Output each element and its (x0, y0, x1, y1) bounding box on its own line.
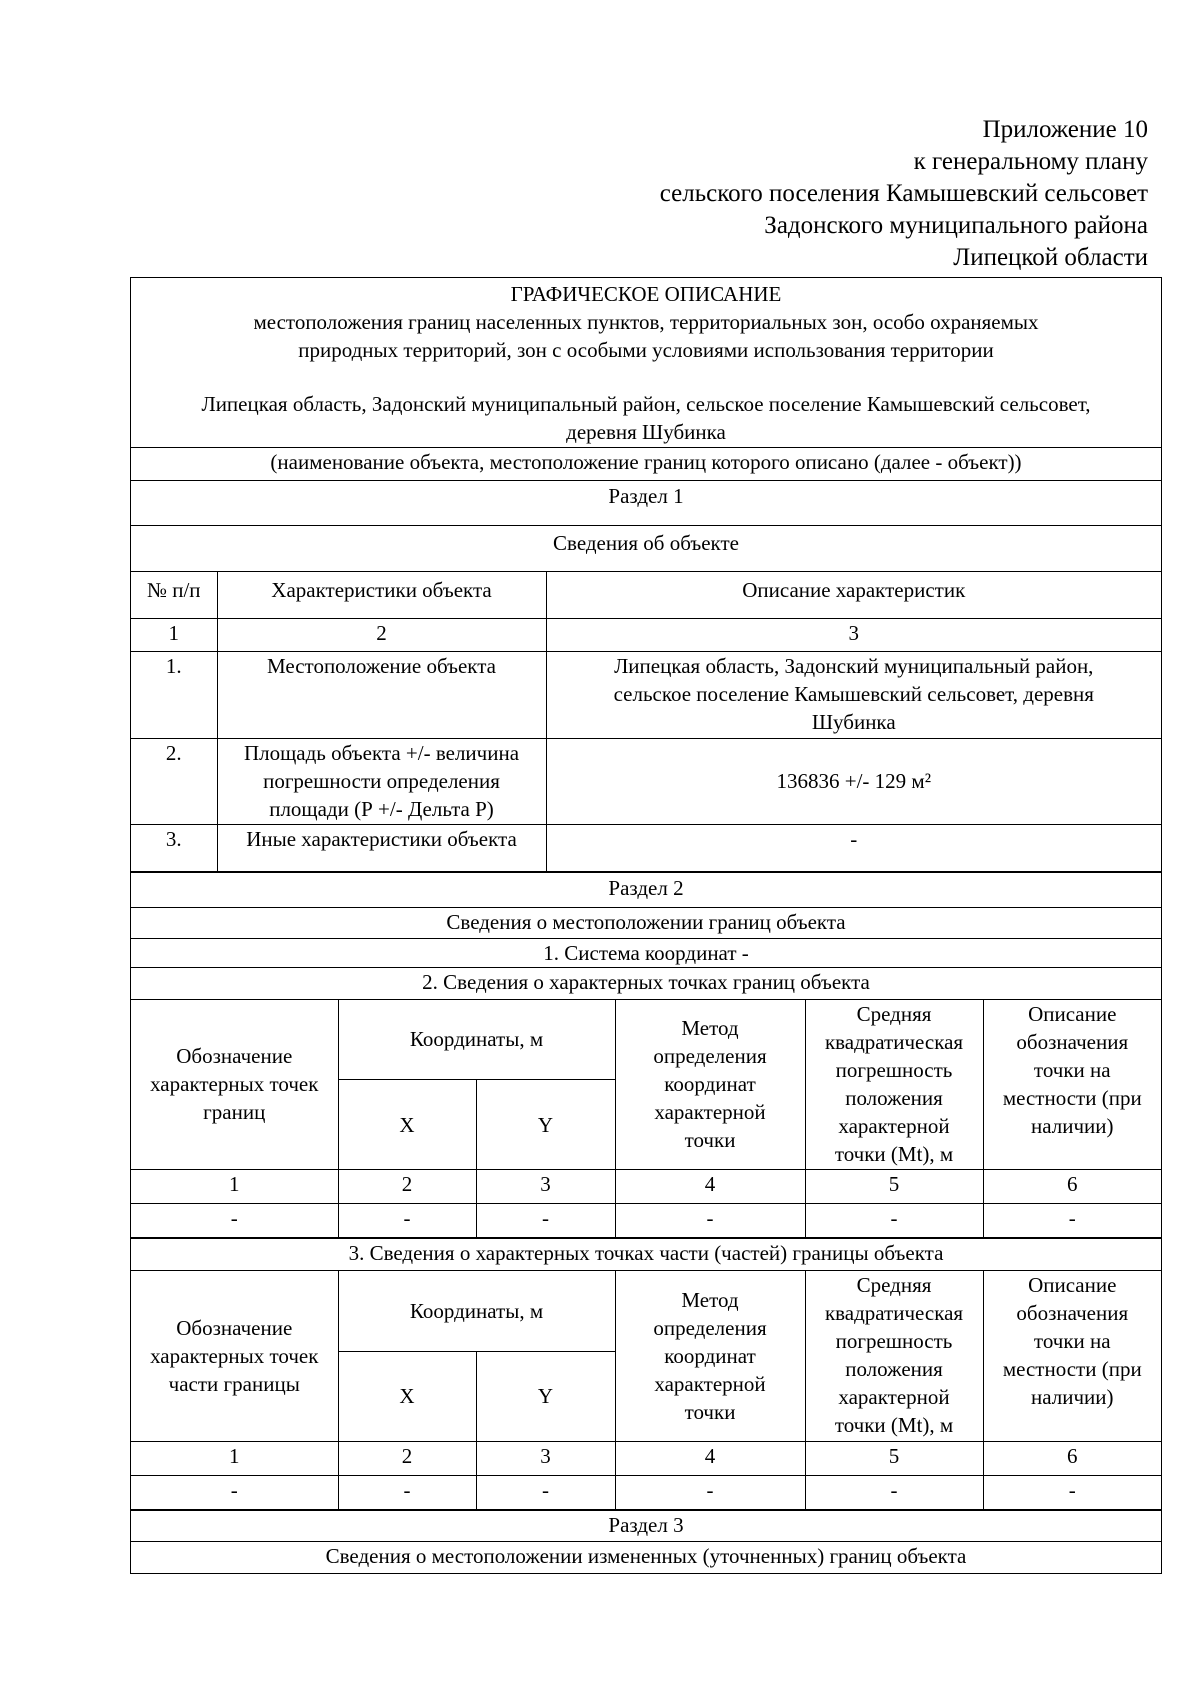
row-description-line: Липецкая область, Задонский муниципальный район, (614, 653, 1094, 678)
empty-cell: - (615, 1204, 805, 1238)
table-row (131, 738, 1161, 824)
header-line: Средняя (856, 1273, 932, 1297)
coords-header: Координаты, м (338, 1000, 615, 1080)
coords-header: Координаты, м (338, 1271, 615, 1351)
empty-cell: - (476, 1204, 615, 1238)
empty-cell: - (338, 1475, 476, 1509)
description-form (130, 277, 1162, 1574)
col-number: 3 (476, 1170, 615, 1204)
col-number: 1 (131, 1441, 338, 1475)
col-number: 2 (217, 618, 546, 651)
error-header (805, 1271, 983, 1441)
col-number: 4 (615, 1170, 805, 1204)
header-line: точки на (1033, 1057, 1111, 1082)
header-line: квадратическая (824, 1029, 964, 1054)
col-number: 1 (131, 618, 217, 651)
appendix-line: Задонского муниципального района (764, 212, 1148, 239)
empty-cell: - (131, 1475, 338, 1509)
points-title: 2. Сведения о характерных точках границ объекта (131, 968, 1161, 1000)
form-subtitle: природных территорий, зон с особыми условиями использования территории (298, 338, 994, 362)
appendix-line: Приложение 10 (982, 116, 1148, 143)
object-info-table (131, 572, 1161, 872)
y-header: Y (476, 1080, 615, 1170)
header-line: Описание (1028, 1273, 1117, 1297)
col-header: Описание характеристик (546, 572, 1161, 618)
object-location: деревня Шубинка (566, 420, 726, 444)
header-line: положения (845, 1085, 943, 1110)
object-location: Липецкая область, Задонский муниципальный район, сельское поселение Камышевский сельсовет, (201, 392, 1091, 416)
col-header: № п/п (131, 572, 217, 618)
designation-header (131, 1271, 338, 1441)
empty-cell: - (983, 1475, 1161, 1509)
table-row (131, 651, 1161, 738)
header-line: характерных точек (150, 1343, 319, 1368)
x-header: X (338, 1080, 476, 1170)
header-line: определения (653, 1315, 767, 1340)
empty-cell: - (131, 1204, 338, 1238)
row-name-line: Площадь объекта +/- величина (243, 740, 520, 765)
header-line: точки (684, 1399, 736, 1424)
row-name (217, 738, 546, 824)
col-number: 4 (615, 1441, 805, 1475)
empty-cell: - (615, 1475, 805, 1509)
coordinate-system: 1. Система координат - (131, 939, 1161, 968)
header-line: характерных точек (150, 1072, 319, 1097)
header-line: обозначения (1016, 1029, 1129, 1054)
section1-title: Раздел 1 (131, 481, 1161, 526)
designation-header (131, 1000, 338, 1170)
header-line: положения (845, 1357, 943, 1381)
empty-cell: - (983, 1204, 1161, 1238)
section2-subtitle: Сведения о местоположении границ объекта (131, 908, 1161, 939)
empty-cell: - (338, 1204, 476, 1238)
form-heading (131, 278, 1161, 448)
boundary-parts-table (131, 1271, 1161, 1510)
header-line: наличии) (1031, 1113, 1114, 1138)
header-line: точки (Mt), м (834, 1413, 954, 1437)
header-line: координат (664, 1343, 756, 1368)
x-header: X (338, 1351, 476, 1441)
col-number: 5 (805, 1441, 983, 1475)
header-line: погрешность (835, 1329, 953, 1353)
object-caption: (наименование объекта, местоположение границ которого описано (далее - объект)) (131, 448, 1161, 481)
header-line: местности (при (1002, 1085, 1142, 1110)
table-row (131, 1204, 1161, 1238)
header-line: Метод (681, 1287, 739, 1312)
header-line: точки (Mt), м (834, 1141, 954, 1166)
col-number: 6 (983, 1170, 1161, 1204)
header-line: Метод (681, 1016, 739, 1041)
section2-title: Раздел 2 (131, 872, 1161, 908)
header-line: границ (203, 1100, 266, 1125)
col-number: 2 (338, 1441, 476, 1475)
row-name: Иные характеристики объекта (217, 824, 546, 871)
form-subtitle: местоположения границ населенных пунктов, территориальных зон, особо охраняемых (253, 310, 1039, 334)
form-title: ГРАФИЧЕСКОЕ ОПИСАНИЕ (510, 282, 782, 306)
row-name-line: погрешности определения (263, 768, 500, 793)
col-number: 2 (338, 1170, 476, 1204)
header-line: координат (664, 1072, 756, 1097)
header-line: точки (684, 1128, 736, 1153)
method-header (615, 1000, 805, 1170)
section3-title: Раздел 3 (131, 1510, 1161, 1542)
row-description (546, 651, 1161, 738)
parts-title: 3. Сведения о характерных точках части (частей) границы объекта (131, 1238, 1161, 1271)
header-line: местности (при (1002, 1357, 1142, 1381)
header-line: наличии) (1031, 1385, 1114, 1409)
header-line: характерной (654, 1371, 766, 1396)
appendix-line: Липецкой области (953, 244, 1148, 271)
header-line: обозначения (1016, 1301, 1129, 1325)
row-description-line: сельское поселение Камышевский сельсовет, деревня (613, 681, 1094, 706)
header-line: точки на (1033, 1329, 1111, 1353)
col-number: 1 (131, 1170, 338, 1204)
error-header (805, 1000, 983, 1170)
header-line: Описание (1028, 1001, 1117, 1026)
col-number: 6 (983, 1441, 1161, 1475)
appendix-header (348, 114, 1148, 274)
table-row (131, 824, 1161, 871)
col-number: 3 (476, 1441, 615, 1475)
row-description-line: Шубинка (811, 709, 896, 734)
row-number: 2. (131, 738, 217, 824)
y-header: Y (476, 1351, 615, 1441)
empty-cell: - (476, 1475, 615, 1509)
col-number: 3 (546, 618, 1161, 651)
empty-cell: - (805, 1475, 983, 1509)
place-desc-header (983, 1271, 1161, 1441)
appendix-line: к генеральному плану (913, 148, 1148, 175)
row-number: 1. (131, 651, 217, 738)
header-line: характерной (654, 1100, 766, 1125)
section1-subtitle: Сведения об объекте (131, 526, 1161, 572)
col-number: 5 (805, 1170, 983, 1204)
header-line: характерной (838, 1385, 950, 1409)
header-line: части границы (168, 1371, 300, 1396)
row-number: 3. (131, 824, 217, 871)
section3-subtitle: Сведения о местоположении измененных (уточненных) границ объекта (325, 1543, 967, 1568)
row-name-line: площади (Р +/- Дельта Р) (269, 796, 494, 821)
header-line: квадратическая (824, 1301, 964, 1325)
header-line: Средняя (856, 1001, 932, 1026)
spacer (131, 364, 1161, 390)
header-line: Обозначение (176, 1315, 293, 1340)
row-name: Местоположение объекта (217, 651, 546, 738)
row-description: - (546, 824, 1161, 871)
method-header (615, 1271, 805, 1441)
header-line: характерной (838, 1113, 950, 1138)
boundary-points-table (131, 1000, 1161, 1239)
place-desc-header (983, 1000, 1161, 1170)
header-line: погрешность (835, 1057, 953, 1082)
col-header: Характеристики объекта (217, 572, 546, 618)
header-line: Обозначение (176, 1044, 293, 1069)
row-description: 136836 +/- 129 м² (546, 738, 1161, 824)
appendix-line: сельского поселения Камышевский сельсовет (659, 180, 1148, 207)
table-row (131, 1475, 1161, 1509)
empty-cell: - (805, 1204, 983, 1238)
header-line: определения (653, 1044, 767, 1069)
